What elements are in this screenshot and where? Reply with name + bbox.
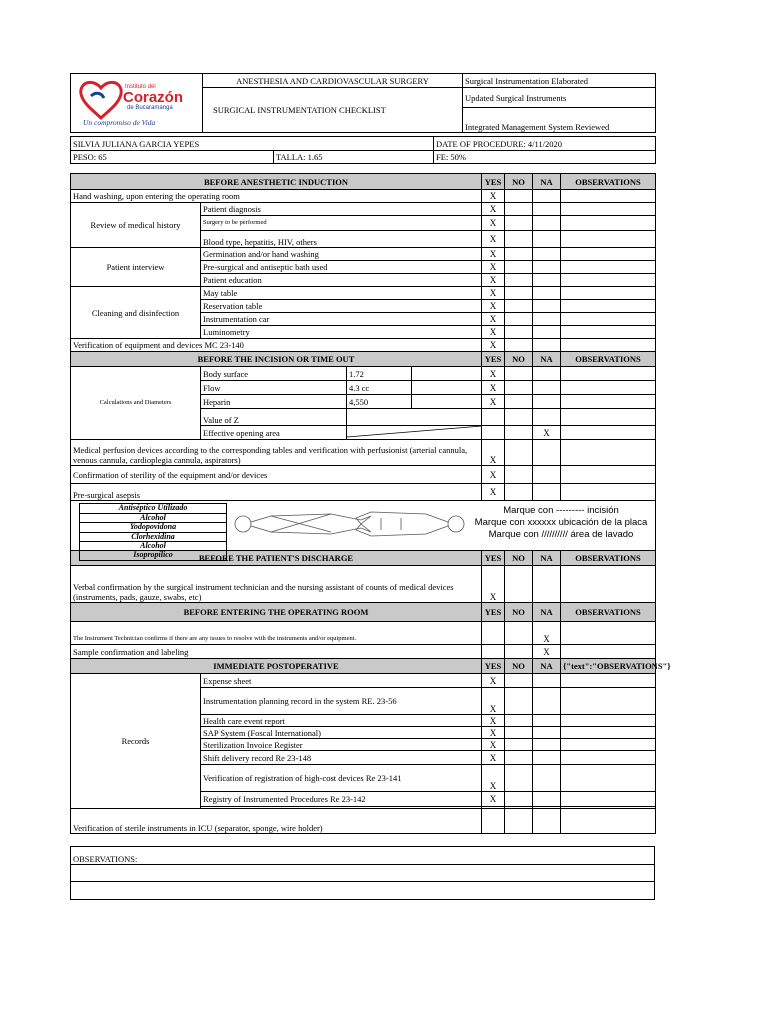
col-yes: YES bbox=[482, 551, 505, 566]
no-cell[interactable] bbox=[505, 688, 533, 715]
no-cell[interactable] bbox=[505, 339, 533, 352]
obs-cell[interactable] bbox=[561, 313, 656, 326]
col-observations: OBSERVATIONS bbox=[561, 352, 656, 367]
check-item: Luminometry bbox=[201, 326, 482, 339]
col-yes: YES bbox=[482, 352, 505, 367]
col-na: NA bbox=[533, 659, 561, 674]
no-cell[interactable] bbox=[505, 216, 533, 231]
check-item: Shift delivery record Re 23-148 bbox=[201, 751, 482, 765]
header-right-2: Updated Surgical Instruments bbox=[463, 88, 656, 108]
group-label: Review of medical history bbox=[71, 203, 201, 248]
na-cell[interactable] bbox=[533, 231, 561, 248]
check-item: Surgery to be performed bbox=[201, 216, 482, 231]
check-item: Verbal confirmation by the surgical instrument technician and the nursing assistant of counts of medical devices (instruments, pads, gauze, swabs, etc) bbox=[71, 566, 482, 603]
marking-legend bbox=[471, 505, 651, 541]
group-label: Calculations and Diameters bbox=[71, 367, 201, 440]
check-item: Instrumentation car bbox=[201, 313, 482, 326]
obs-cell[interactable] bbox=[561, 751, 656, 765]
check-item: Pre-surgical asepsis bbox=[71, 484, 482, 501]
calc-item: Body surface bbox=[201, 367, 347, 381]
calc-value: 4.3 cc bbox=[347, 381, 412, 395]
section-title: BEFORE THE PATIENT'S DISCHARGE bbox=[71, 551, 482, 566]
yes-mark[interactable]: X bbox=[482, 231, 505, 248]
check-item: Registry of Instrumented Procedures Re 23-142 bbox=[201, 792, 482, 807]
diagonal-line bbox=[347, 426, 482, 437]
checklist-table bbox=[70, 173, 671, 834]
yes-mark[interactable]: X bbox=[482, 339, 505, 352]
na-cell[interactable] bbox=[533, 466, 561, 484]
na-mark[interactable]: X bbox=[533, 645, 561, 659]
legend-wash-area: Marque con ////////// área de lavado bbox=[488, 529, 634, 540]
no-cell[interactable] bbox=[505, 313, 533, 326]
yes-mark[interactable]: X bbox=[482, 300, 505, 313]
yes-mark[interactable]: X bbox=[482, 190, 505, 203]
obs-cell[interactable] bbox=[561, 622, 656, 645]
yes-mark[interactable]: X bbox=[482, 566, 505, 603]
group-label: Records bbox=[71, 674, 201, 809]
na-cell[interactable] bbox=[533, 339, 561, 352]
check-item: Blood type, hepatitis, HIV, others bbox=[201, 231, 482, 248]
check-item: Patient diagnosis bbox=[201, 203, 482, 216]
header-right-1: Surgical Instrumentation Elaborated bbox=[463, 74, 656, 88]
check-item: Germination and/or hand washing bbox=[201, 248, 482, 261]
yes-mark[interactable]: X bbox=[482, 440, 505, 466]
obs-cell[interactable] bbox=[561, 674, 656, 688]
obs-cell[interactable] bbox=[561, 248, 656, 261]
no-cell[interactable] bbox=[505, 440, 533, 466]
calc-extra bbox=[347, 426, 482, 440]
no-cell[interactable] bbox=[505, 326, 533, 339]
no-cell[interactable] bbox=[505, 274, 533, 287]
legend-plate: Marque con xxxxxx ubicación de la placa bbox=[474, 517, 648, 528]
no-cell[interactable] bbox=[505, 765, 533, 792]
yes-mark[interactable]: X bbox=[482, 381, 505, 395]
dept-title: ANESTHESIA AND CARDIOVASCULAR SURGERY bbox=[203, 74, 463, 88]
section-title: IMMEDIATE POSTOPERATIVE bbox=[71, 659, 482, 674]
col-observations: OBSERVATIONS bbox=[561, 551, 656, 566]
na-cell[interactable] bbox=[533, 739, 561, 751]
yes-mark[interactable]: X bbox=[482, 216, 505, 231]
col-na: NA bbox=[533, 551, 561, 566]
no-cell[interactable] bbox=[505, 739, 533, 751]
calc-item: Heparin bbox=[201, 395, 347, 409]
na-cell[interactable] bbox=[533, 326, 561, 339]
col-observations: {"text":"OBSERVATIONS"} bbox=[561, 659, 656, 674]
observations-line[interactable] bbox=[71, 882, 655, 900]
na-cell[interactable] bbox=[533, 248, 561, 261]
check-item: Patient education bbox=[201, 274, 482, 287]
obs-cell[interactable] bbox=[561, 261, 656, 274]
observations-label: OBSERVATIONS: bbox=[71, 847, 655, 865]
patient-name: SILVIA JULIANA GARCIA YEPES bbox=[71, 137, 434, 151]
section-title: BEFORE ANESTHETIC INDUCTION bbox=[71, 174, 482, 190]
col-no: NO bbox=[505, 352, 533, 367]
na-cell[interactable] bbox=[533, 313, 561, 326]
obs-cell[interactable] bbox=[561, 440, 656, 466]
no-cell[interactable] bbox=[505, 674, 533, 688]
obs-cell[interactable] bbox=[561, 409, 656, 426]
col-no: NO bbox=[505, 551, 533, 566]
na-cell[interactable] bbox=[533, 765, 561, 792]
antiseptic-option[interactable]: Alcohol bbox=[80, 514, 226, 524]
yes-mark[interactable]: X bbox=[482, 751, 505, 765]
check-item: Pre-surgical and antiseptic bath used bbox=[201, 261, 482, 274]
no-cell[interactable] bbox=[505, 466, 533, 484]
na-cell[interactable] bbox=[533, 809, 561, 834]
na-cell[interactable] bbox=[533, 261, 561, 274]
col-observations: OBSERVATIONS bbox=[561, 174, 656, 190]
section-title: BEFORE ENTERING THE OPERATING ROOM bbox=[71, 603, 482, 622]
na-cell[interactable] bbox=[533, 688, 561, 715]
na-cell[interactable] bbox=[533, 751, 561, 765]
no-cell[interactable] bbox=[505, 484, 533, 501]
col-no: NO bbox=[505, 603, 533, 622]
na-cell[interactable] bbox=[533, 381, 561, 395]
calc-extra bbox=[412, 381, 482, 395]
no-cell[interactable] bbox=[505, 381, 533, 395]
obs-cell[interactable] bbox=[561, 287, 656, 300]
yes-cell[interactable] bbox=[482, 409, 505, 426]
patient-weight: PESO: 65 bbox=[71, 151, 274, 164]
col-no: NO bbox=[505, 659, 533, 674]
col-na: NA bbox=[533, 352, 561, 367]
check-item: Hand washing, upon entering the operating room bbox=[71, 190, 482, 203]
yes-mark[interactable]: X bbox=[482, 484, 505, 501]
yes-cell[interactable] bbox=[482, 426, 505, 440]
calc-extra bbox=[412, 395, 482, 409]
na-cell[interactable] bbox=[533, 715, 561, 727]
no-cell[interactable] bbox=[505, 395, 533, 409]
antiseptic-option[interactable] bbox=[80, 542, 226, 559]
antiseptic-option[interactable]: Yodopovidona bbox=[80, 523, 226, 533]
yes-mark[interactable]: X bbox=[482, 261, 505, 274]
no-cell[interactable] bbox=[505, 287, 533, 300]
no-cell[interactable] bbox=[505, 426, 533, 440]
obs-cell[interactable] bbox=[561, 216, 656, 231]
logo-small-text: Instituto del bbox=[125, 84, 156, 90]
no-cell[interactable] bbox=[505, 809, 533, 834]
logo-cell bbox=[71, 74, 203, 133]
yes-mark[interactable]: X bbox=[482, 739, 505, 751]
patient-table bbox=[70, 136, 656, 164]
col-yes: YES bbox=[482, 174, 505, 190]
na-cell[interactable] bbox=[533, 395, 561, 409]
obs-cell[interactable] bbox=[561, 426, 656, 440]
na-cell[interactable] bbox=[533, 216, 561, 231]
yes-mark[interactable]: X bbox=[482, 367, 505, 381]
obs-cell[interactable] bbox=[561, 792, 656, 807]
section-postoperative bbox=[71, 659, 656, 674]
yes-mark[interactable]: X bbox=[482, 674, 505, 688]
yes-mark[interactable]: X bbox=[482, 313, 505, 326]
obs-cell[interactable] bbox=[561, 739, 656, 751]
yes-mark[interactable]: X bbox=[482, 326, 505, 339]
na-cell[interactable] bbox=[533, 484, 561, 501]
na-cell[interactable] bbox=[533, 727, 561, 739]
check-item: May table bbox=[201, 287, 482, 300]
section-before-entering bbox=[71, 603, 656, 622]
obs-cell[interactable] bbox=[561, 566, 656, 603]
observations-table bbox=[70, 846, 655, 900]
no-cell[interactable] bbox=[505, 727, 533, 739]
obs-cell[interactable] bbox=[561, 381, 656, 395]
yes-mark[interactable]: X bbox=[482, 274, 505, 287]
yes-mark[interactable]: X bbox=[482, 792, 505, 807]
yes-mark[interactable]: X bbox=[482, 765, 505, 792]
antiseptic-title: Antiséptico Utilizado bbox=[80, 504, 226, 514]
check-item: The Instrument Technician confirms if there are any issues to resolve with the instruments and/or equipment. bbox=[71, 622, 482, 645]
yes-mark[interactable]: X bbox=[482, 248, 505, 261]
calc-item: Effective opening area bbox=[201, 426, 347, 440]
obs-cell[interactable] bbox=[561, 645, 656, 659]
na-cell[interactable] bbox=[533, 190, 561, 203]
antiseptic-box bbox=[79, 503, 227, 561]
yes-cell[interactable] bbox=[482, 809, 505, 834]
obs-cell[interactable] bbox=[561, 466, 656, 484]
obs-cell[interactable] bbox=[561, 765, 656, 792]
check-item: Health care event report bbox=[201, 715, 482, 727]
na-cell[interactable] bbox=[533, 440, 561, 466]
section-title: BEFORE THE INCISION OR TIME OUT bbox=[71, 352, 482, 367]
obs-cell[interactable] bbox=[561, 300, 656, 313]
obs-cell[interactable] bbox=[561, 326, 656, 339]
section-before-incision bbox=[71, 352, 656, 367]
logo-city-text: de Bucaramanga bbox=[127, 105, 173, 111]
na-cell[interactable] bbox=[533, 287, 561, 300]
col-yes: YES bbox=[482, 603, 505, 622]
section-before-induction bbox=[71, 174, 656, 190]
calc-extra bbox=[347, 409, 482, 426]
obs-cell[interactable] bbox=[561, 231, 656, 248]
calc-extra bbox=[412, 367, 482, 381]
check-item: Sterilization Invoice Register bbox=[201, 739, 482, 751]
yes-mark[interactable]: X bbox=[482, 395, 505, 409]
check-item: Reservation table bbox=[201, 300, 482, 313]
legend-incision: Marque con --------- incisión bbox=[503, 505, 619, 516]
no-cell[interactable] bbox=[505, 367, 533, 381]
check-item: Verification of equipment and devices MC 23-140 bbox=[71, 339, 482, 352]
obs-cell[interactable] bbox=[561, 727, 656, 739]
obs-cell[interactable] bbox=[561, 274, 656, 287]
no-cell[interactable] bbox=[505, 645, 533, 659]
na-cell[interactable] bbox=[533, 274, 561, 287]
body-outline-icon bbox=[231, 502, 471, 550]
obs-cell[interactable] bbox=[561, 203, 656, 216]
check-item: Confirmation of sterility of the equipment and/or devices bbox=[71, 466, 482, 484]
no-cell[interactable] bbox=[505, 715, 533, 727]
no-cell[interactable] bbox=[505, 566, 533, 603]
obs-cell[interactable] bbox=[561, 809, 656, 834]
no-cell[interactable] bbox=[505, 190, 533, 203]
yes-mark[interactable]: X bbox=[482, 688, 505, 715]
yes-mark[interactable]: X bbox=[482, 203, 505, 216]
calc-value: 4,550 bbox=[347, 395, 412, 409]
check-item: Verification of registration of high-cost devices Re 23-141 bbox=[201, 765, 482, 792]
calc-item: Flow bbox=[201, 381, 347, 395]
col-na: NA bbox=[533, 603, 561, 622]
calc-item: Value of Z bbox=[201, 409, 347, 426]
no-cell[interactable] bbox=[505, 261, 533, 274]
check-item: Expense sheet bbox=[201, 674, 482, 688]
check-item: SAP System (Foscal International) bbox=[201, 727, 482, 739]
patient-fe: FE: 50% bbox=[434, 151, 656, 164]
na-cell[interactable] bbox=[533, 300, 561, 313]
check-item: Medical perfusion devices according to the corresponding tables and verification with perfusionist (arterial cannula, venous cannula, cardioplegia cannula, aspirators) bbox=[71, 440, 482, 466]
no-cell[interactable] bbox=[505, 792, 533, 807]
patient-height: TALLA: 1.65 bbox=[274, 151, 434, 164]
logo-main-text: Corazón bbox=[123, 89, 183, 106]
na-cell[interactable] bbox=[533, 566, 561, 603]
na-cell[interactable] bbox=[533, 203, 561, 216]
na-cell[interactable] bbox=[533, 367, 561, 381]
na-mark[interactable]: X bbox=[533, 426, 561, 440]
observations-line[interactable] bbox=[71, 865, 655, 882]
yes-mark[interactable]: X bbox=[482, 727, 505, 739]
antiseptic-option[interactable]: Clorhexidina bbox=[80, 533, 226, 543]
yes-cell[interactable] bbox=[482, 645, 505, 659]
institution-logo bbox=[71, 74, 201, 130]
header-right-3: Integrated Management System Reviewed bbox=[463, 108, 656, 133]
col-no: NO bbox=[505, 174, 533, 190]
no-cell[interactable] bbox=[505, 203, 533, 216]
no-cell[interactable] bbox=[505, 300, 533, 313]
no-cell[interactable] bbox=[505, 248, 533, 261]
na-cell[interactable] bbox=[533, 792, 561, 807]
na-cell[interactable] bbox=[533, 674, 561, 688]
procedure-date: DATE OF PROCEDURE: 4/11/2020 bbox=[434, 137, 656, 151]
obs-cell[interactable] bbox=[561, 484, 656, 501]
obs-cell[interactable] bbox=[561, 688, 656, 715]
no-cell[interactable] bbox=[505, 751, 533, 765]
no-cell[interactable] bbox=[505, 231, 533, 248]
check-item: Verification of sterile instruments in ICU (separator, sponge, wire holder) bbox=[71, 809, 482, 834]
obs-cell[interactable] bbox=[561, 395, 656, 409]
logo-tagline: Un compromiso de Vida bbox=[83, 118, 156, 127]
col-yes: YES bbox=[482, 659, 505, 674]
yes-mark[interactable]: X bbox=[482, 287, 505, 300]
col-observations: OBSERVATIONS bbox=[561, 603, 656, 622]
group-label: Cleaning and disinfection bbox=[71, 287, 201, 339]
yes-mark[interactable]: X bbox=[482, 715, 505, 727]
antiseptic-option-line2: Isopropílico bbox=[133, 549, 173, 559]
group-label: Patient interview bbox=[71, 248, 201, 287]
obs-cell[interactable] bbox=[561, 339, 656, 352]
calc-value: 1.72 bbox=[347, 367, 412, 381]
obs-cell[interactable] bbox=[561, 367, 656, 381]
col-na: NA bbox=[533, 174, 561, 190]
no-cell[interactable] bbox=[505, 409, 533, 426]
na-cell[interactable] bbox=[533, 409, 561, 426]
yes-cell[interactable] bbox=[482, 622, 505, 645]
no-cell[interactable] bbox=[505, 622, 533, 645]
check-item: Instrumentation planning record in the system RE. 23-56 bbox=[201, 688, 482, 715]
check-item: Sample confirmation and labeling bbox=[71, 645, 482, 659]
na-mark[interactable]: X bbox=[533, 622, 561, 645]
antiseptic-option-line1: Alcohol bbox=[140, 541, 166, 551]
obs-cell[interactable] bbox=[561, 715, 656, 727]
doc-title: SURGICAL INSTRUMENTATION CHECKLIST bbox=[203, 88, 463, 133]
header-table bbox=[70, 73, 656, 133]
yes-mark[interactable]: X bbox=[482, 466, 505, 484]
obs-cell[interactable] bbox=[561, 190, 656, 203]
